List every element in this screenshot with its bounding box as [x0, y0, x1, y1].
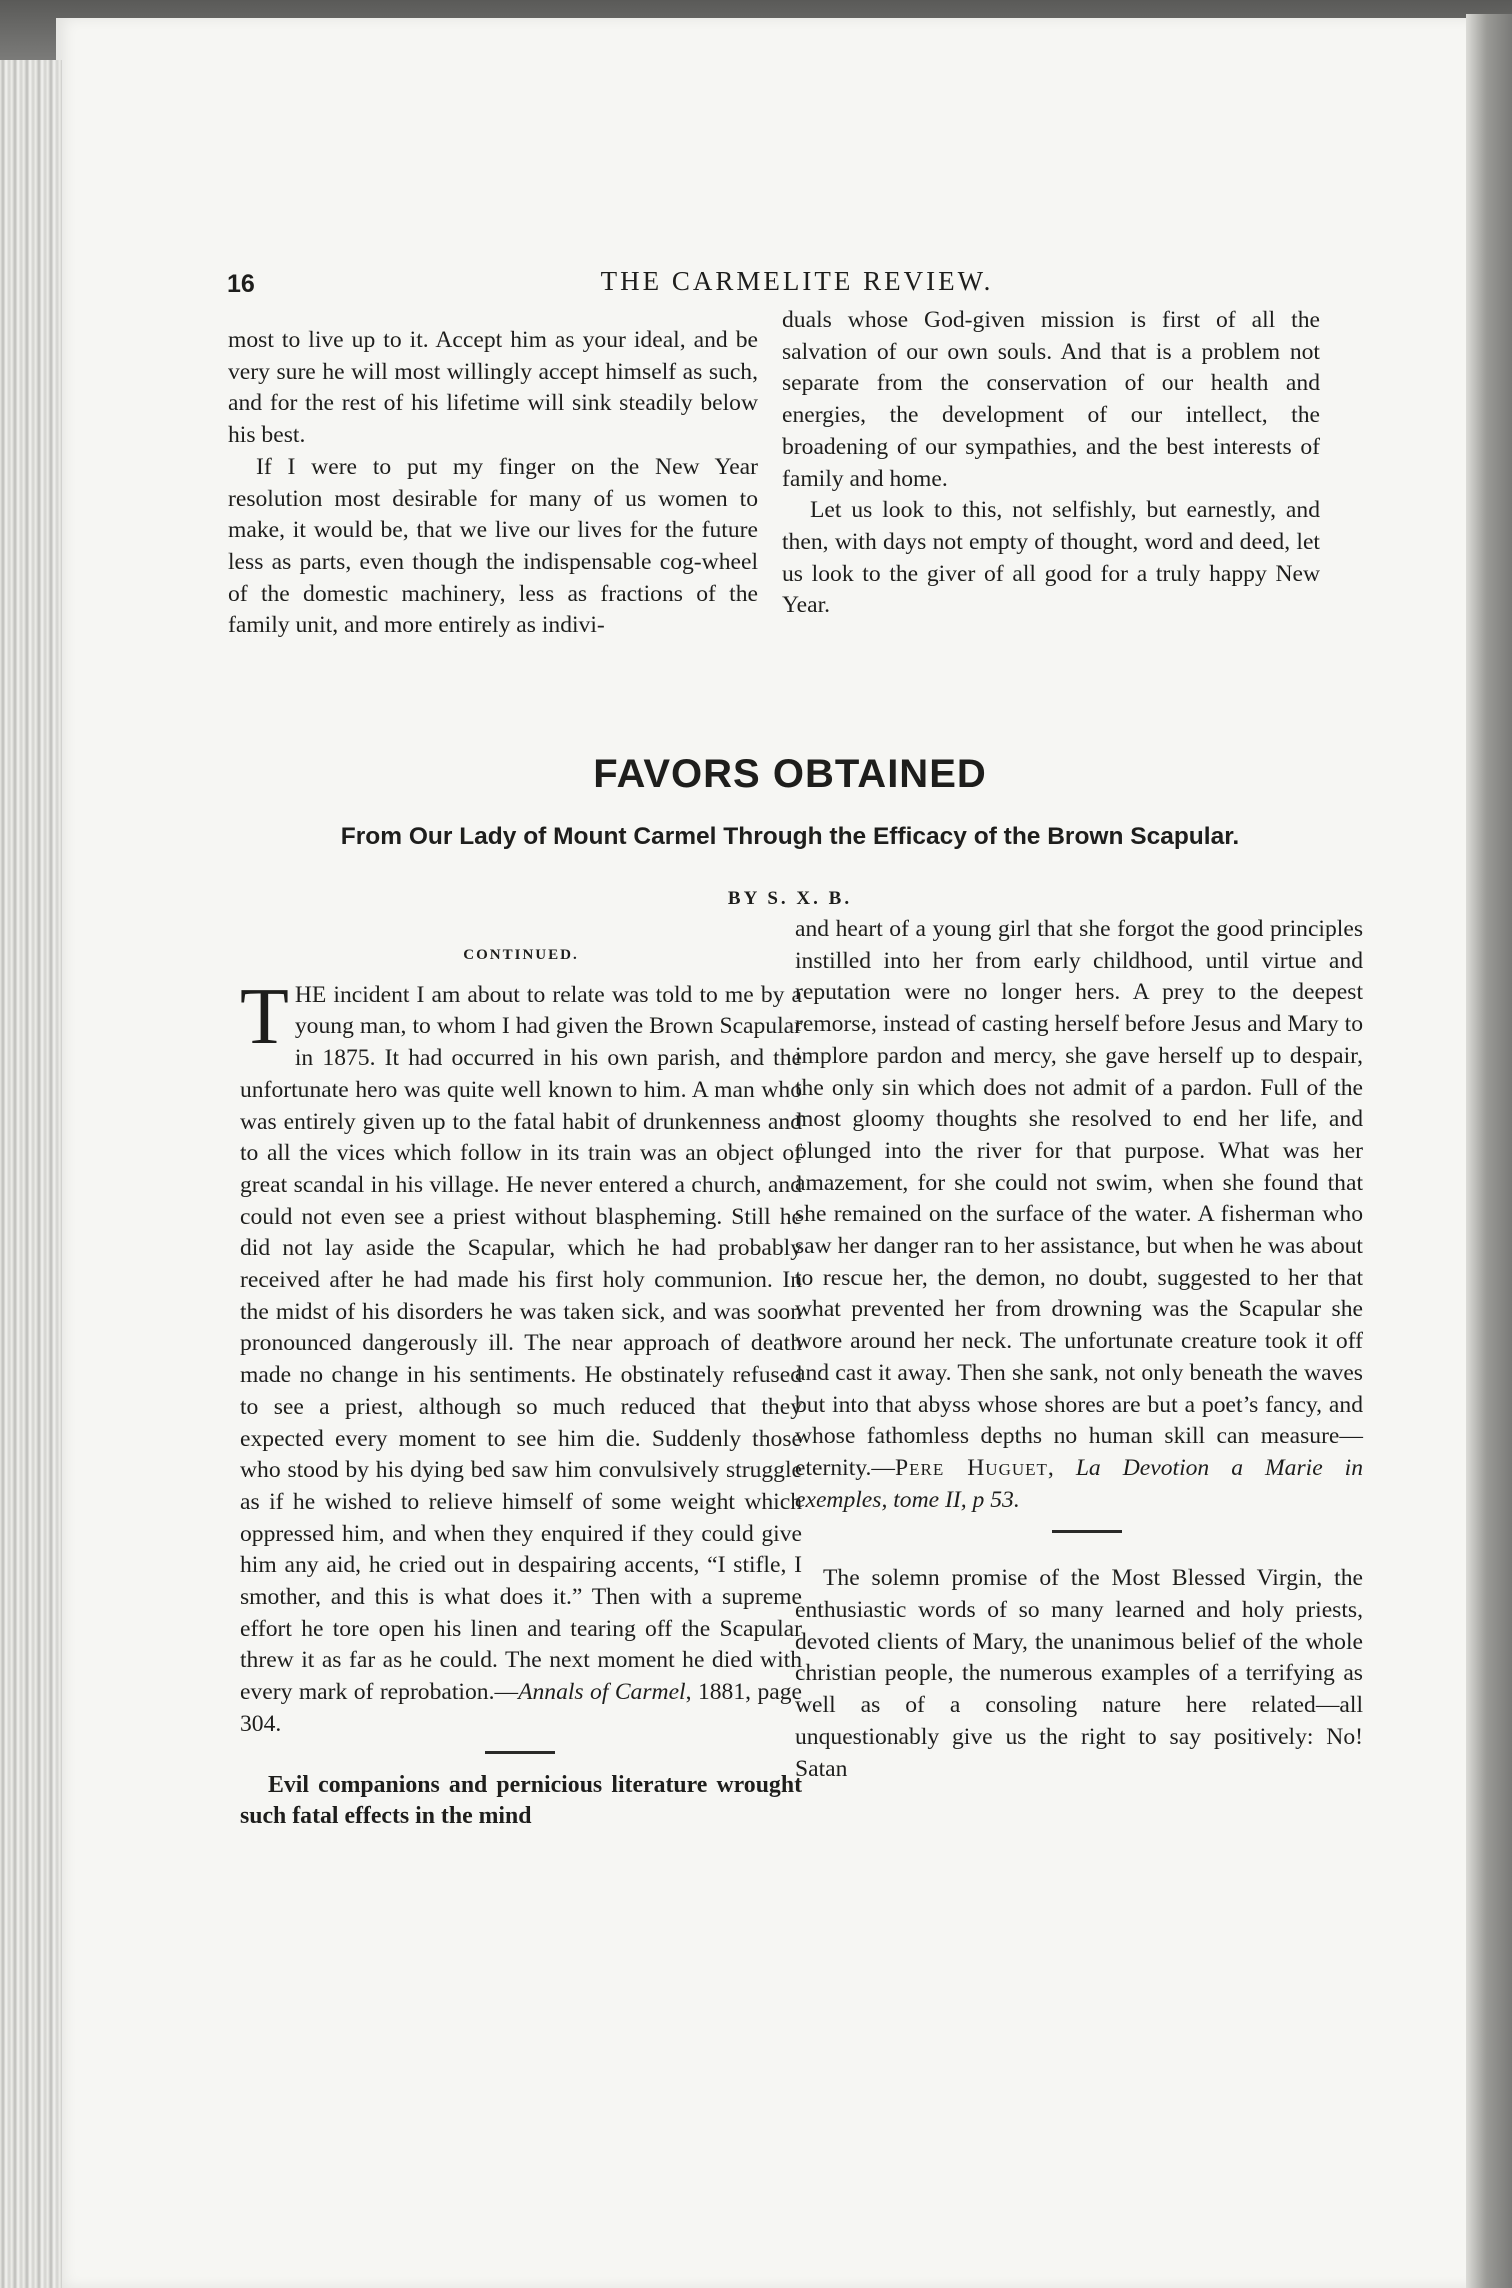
section-divider — [485, 1751, 555, 1754]
article-subtitle: From Our Lady of Mount Carmel Through the Efficacy of the Brown Scapular. — [340, 823, 1240, 850]
article-title: FAVORS OBTAINED — [593, 752, 987, 796]
citation-tail: , 1881, page 304. — [240, 1679, 802, 1737]
paragraph — [240, 972, 802, 1741]
bottom-right-column — [795, 914, 1363, 1785]
top-right-column — [782, 305, 1320, 622]
book-spine — [0, 60, 62, 2288]
running-title: THE CARMELITE REVIEW. — [600, 266, 994, 296]
drop-cap: T — [240, 972, 289, 1061]
citation: Annals of Carmel — [518, 1679, 686, 1706]
continued-label: CONTINUED. — [463, 947, 579, 963]
citation-author: Pere Huguet — [895, 1454, 1048, 1481]
page-right-edge — [1466, 14, 1512, 2288]
top-left-column — [228, 325, 758, 642]
page-number: 16 — [227, 270, 255, 298]
paragraph — [795, 914, 1363, 1516]
paragraph: most to live up to it. Accept him as your ideal, and be very sure he will most willingly accept himself as such, and for the rest of his lifetime will sink steadily below his best. — [228, 327, 758, 449]
paragraph: Let us look to this, not selfishly, but earnestly, and then, with days not empty of thought, word and deed, let us look to the giver of all good for a truly happy New Year. — [782, 497, 1320, 619]
byline: BY S. X. B. — [727, 888, 853, 909]
section-divider — [1052, 1530, 1122, 1533]
paragraph: If I were to put my finger on the New Year resolution most desirable for many of us women to make, it would be, that we live our lives for the future less as parts, even though the indispensable cog-wheel of the domestic machinery, less as fractions of the family unit, and more entirely as indivi- — [228, 453, 758, 639]
citation: La Devotion a Marie in exemples, tome II, p 53. — [795, 1454, 1364, 1513]
paragraph-text: and heart of a young girl that she forgot the good principles instilled into her from early childhood, until virtue and reputation were no longer hers. A prey to the deepest remorse, instead of casting herself before Jesus and Mary to implore pardon and mercy, she gave herself up to despair, the only sin which does not admit of a pardon. Full of the most gloomy thoughts she resolved to end her life, and plunged into the river for that purpose. What was her amazement, for she could not swim, when she found that she remained on the surface of the water. A fisherman who saw her danger ran to her assistance, but when he was about to rescue her, the demon, no doubt, suggested to her that what prevented her from drowning was the Scapular she wore around her neck. The unfortunate creature took it off and cast it away. Then she sank, not only beneath the waves but into that abyss whose shores are but a poet’s fancy, and whose fathomless depths no human skill can measure—eternity.— — [795, 916, 1363, 1481]
paragraph: Evil companions and pernicious literature wrought such fatal effects in the mind — [240, 1771, 802, 1830]
paragraph-text: HE incident I am about to relate was told to me by a young man, to whom I had given the Brown Scapular in 1875. It had occurred in his own parish, and the unfortunate hero was quite well known to him. A man who was entirely given up to the fatal habit of drunkenness and to all the vices which follow in its train was an object of great scandal in his village. He never entered a church, and could not even see a priest without blaspheming. Still he did not lay aside the Scapular, which he had probably received after he had made his first holy communion. In the midst of his disorders he was taken sick, and was soon pronounced dangerously ill. The near approach of death made no change in his sentiments. He obstinately refused to see a priest, although so much reduced that they expected every moment to see him die. Suddenly those who stood by his dying bed saw him convulsively struggle as if he wished to relieve himself of some weight which oppressed him, and when they enquired if they could give him any aid, he cried out in despairing accents, “I stifle, I smother, and this is what does it.” Then with a supreme effort he tore open his linen and tearing off the Scapular threw it as far as he could. The next moment he died with every mark of reprobation.— — [240, 981, 802, 1706]
paragraph: duals whose God-given mission is first of all the salvation of our own souls. And that is a problem not separate from the conservation of our health and energies, the development of our intellect, the broadening of our sympathies, and the best interests of family and home. — [782, 307, 1320, 492]
citation-separator: , — [1047, 1454, 1076, 1481]
paragraph: The solemn promise of the Most Blessed Virgin, the enthusiastic words of so many learned and holy priests, devoted clients of Mary, the unanimous belief of the whole christian people, the numerous examples of a terrifying as well as of a consoling nature here related—all unquestionably give us the right to say positively: No! Satan — [795, 1565, 1363, 1782]
page-header — [227, 262, 1317, 302]
bottom-left-column — [240, 940, 802, 1833]
